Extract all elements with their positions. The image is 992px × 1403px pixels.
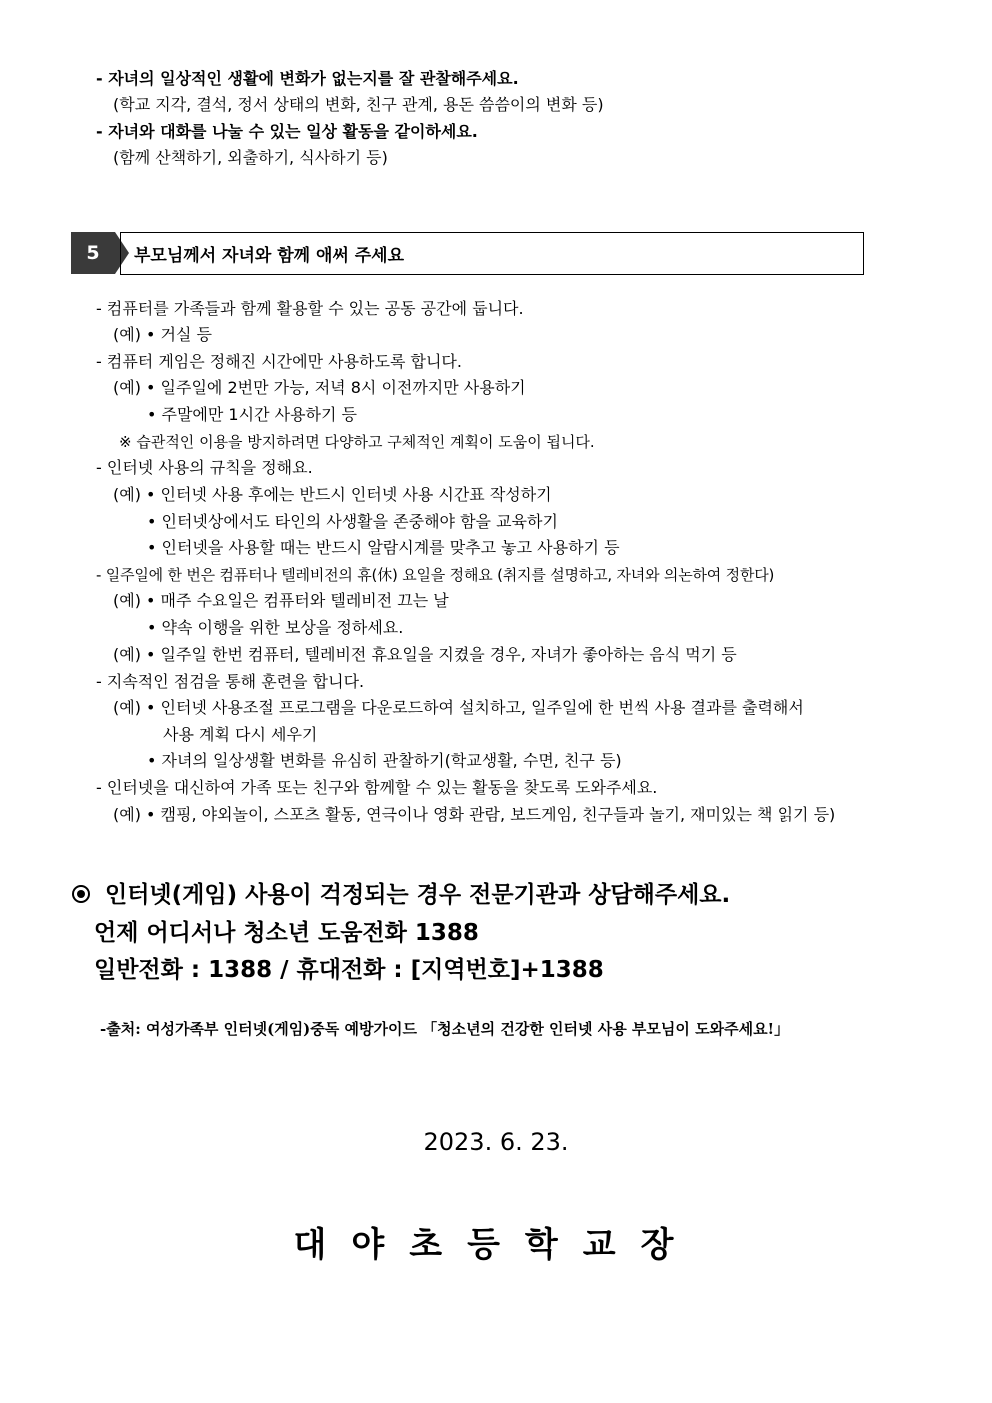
list-item: (예) • 거실 등 — [113, 325, 213, 344]
source-citation: -출처: 여성가족부 인터넷(게임)중독 예방가이드 「청소년의 건강한 인터넷 사용 부모님이 도와주세요!」 — [100, 1020, 790, 1038]
list-item: - 인터넷 사용의 규칙을 정해요. — [96, 458, 313, 477]
list-item: (예) • 일주일 한번 컴퓨터, 텔레비전 휴요일을 지켰을 경우, 자녀가 좋아하는 음식 먹기 등 — [113, 645, 737, 664]
intro-line-4: (함께 산책하기, 외출하기, 식사하기 등) — [113, 148, 388, 167]
list-item: 사용 계획 다시 세우기 — [163, 725, 318, 744]
list-item: (예) • 인터넷 사용조절 프로그램을 다운로드하여 설치하고, 일주일에 한 번씩 사용 결과를 출력해서 — [113, 698, 804, 717]
list-item: (예) • 인터넷 사용 후에는 반드시 인터넷 사용 시간표 작성하기 — [113, 485, 552, 504]
list-item: - 인터넷을 대신하여 가족 또는 친구와 함께할 수 있는 활동을 찾도록 도와주세요. — [96, 778, 658, 797]
hotline-line-1: 인터넷(게임) 사용이 걱정되는 경우 전문기관과 상담해주세요. — [105, 882, 731, 908]
list-item-note: ※ 습관적인 이용을 방지하려면 다양하고 구체적인 계획이 도움이 됩니다. — [119, 433, 595, 451]
list-item: • 자녀의 일상생활 변화를 유심히 관찰하기(학교생활, 수면, 친구 등) — [147, 751, 622, 770]
bullseye-icon — [72, 885, 90, 903]
intro-line-2: (학교 지각, 결석, 정서 상태의 변화, 친구 관계, 용돈 씀씀이의 변화 등) — [113, 95, 604, 114]
list-item: (예) • 매주 수요일은 컴퓨터와 텔레비전 끄는 날 — [113, 591, 449, 610]
hotline-line-2: 언제 어디서나 청소년 도움전화 1388 — [94, 920, 479, 946]
list-item: - 컴퓨터 게임은 정해진 시간에만 사용하도록 합니다. — [96, 352, 462, 371]
list-item: (예) • 일주일에 2번만 가능, 저녁 8시 이전까지만 사용하기 — [113, 378, 526, 397]
hotline-line-3: 일반전화 : 1388 / 휴대전화 : [지역번호]+1388 — [94, 957, 604, 983]
list-item: • 주말에만 1시간 사용하기 등 — [147, 405, 357, 424]
intro-line-1: - 자녀의 일상적인 생활에 변화가 없는지를 잘 관찰해주세요. — [96, 69, 519, 88]
section-title: 부모님께서 자녀와 함께 애써 주세요 — [134, 246, 405, 266]
list-item: - 일주일에 한 번은 컴퓨터나 텔레비전의 휴(休) 요일을 정해요 (취지를 설명하고, 자녀와 의논하여 정한다) — [96, 566, 775, 584]
document-date: 2023. 6. 23. — [423, 1128, 569, 1156]
list-item: • 약속 이행을 위한 보상을 정하세요. — [147, 618, 404, 637]
list-item: (예) • 캠핑, 야외놀이, 스포츠 활동, 연극이나 영화 관람, 보드게임, 친구들과 놀기, 재미있는 책 읽기 등) — [113, 805, 836, 824]
section-number: 5 — [71, 232, 115, 274]
intro-line-3: - 자녀와 대화를 나눌 수 있는 일상 활동을 같이하세요. — [96, 122, 478, 141]
list-item: - 지속적인 점검을 통해 훈련을 합니다. — [96, 672, 365, 691]
list-item: • 인터넷을 사용할 때는 반드시 알람시계를 맞추고 놓고 사용하기 등 — [147, 538, 620, 557]
list-item: - 컴퓨터를 가족들과 함께 활용할 수 있는 공동 공간에 둡니다. — [96, 299, 524, 318]
list-item: • 인터넷상에서도 타인의 사생활을 존중해야 함을 교육하기 — [147, 512, 558, 531]
principal-signature: 대야초등학교장 — [293, 1225, 699, 1265]
